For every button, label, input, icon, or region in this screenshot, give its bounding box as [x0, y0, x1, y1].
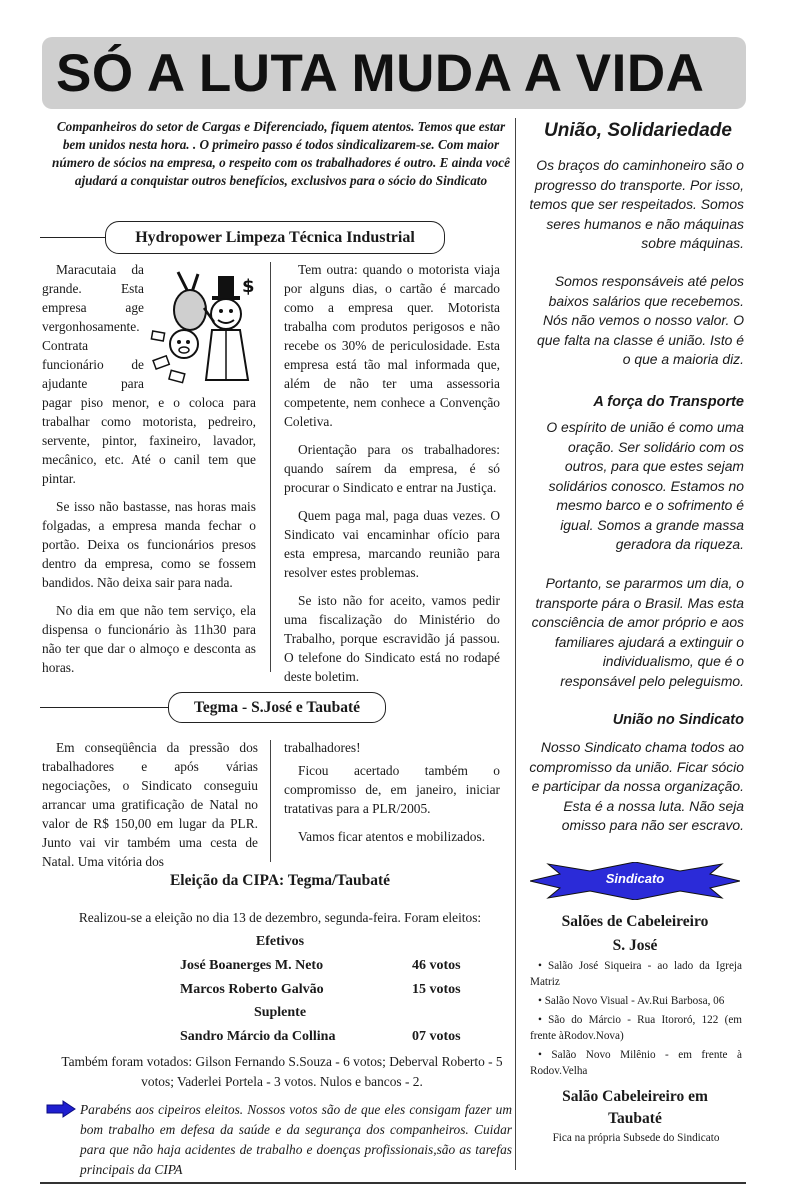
salons-subtitle: S. José	[612, 937, 658, 954]
svg-text:$: $	[242, 276, 255, 297]
section-divider	[40, 237, 106, 238]
cartoon-icon	[148, 262, 260, 392]
section-title-tegma: Tegma - S.José e Taubaté	[168, 692, 386, 723]
candidate-name: Sandro Márcio da Collina	[180, 1029, 336, 1044]
paragraph: Ficou acertado também o compromisso de, em janeiro, iniciar tratativas para a PLR/2005.	[284, 763, 500, 816]
section-divider	[40, 707, 170, 708]
paragraph: Se isso não bastasse, nas horas mais folgadas, a empresa manda fechar o portão. Deixa os funcionários presos dentro da empresa, como se fossem bandidos. Não deixa sair para nada.	[42, 499, 256, 590]
paragraph: trabalhadores!	[284, 740, 361, 755]
paragraph: No dia em que não tem serviço, ela dispensa o funcionário às 11h30 para não ter que dar o almoço e desconta as horas.	[42, 603, 256, 675]
candidate-name: Marcos Roberto Galvão	[180, 982, 324, 997]
sidebar-paragraph: Os braços do caminhoneiro são o progresso do transporte. Por isso, temos que ser respeitados. Somos seres humanos e não máquinas sobre máquinas.	[529, 157, 744, 251]
cipa-title: Eleição da CIPA: Tegma/Taubaté	[169, 872, 391, 889]
paragraph: Maracutaia da grande. Esta empresa age vergonhosamente. Contrata funcionário de ajudante para pagar piso menor, e o coloca para trabalhar como motorista, pedreiro, servente, pintor, faxineiro, lavador, mecânico, etc. Até o canil tem que pintar.	[42, 262, 256, 486]
candidate-votes: 46 votos	[412, 958, 461, 973]
section-title-hydropower: Hydropower Limpeza Técnica Industrial	[105, 221, 445, 254]
cipa-note: Parabéns aos cipeiros eleitos. Nossos votos são de que eles consigam fazer um bom trabalho em defesa da saúde e da segurança dos companheiros. Cuidar para que não haja acidentes de trabalho e doenças profissionais,são as tarefas principais da CIPA	[80, 1102, 512, 1177]
sidebar-title: União, Solidariedade	[544, 120, 732, 141]
tegma-column-right	[284, 738, 500, 855]
candidate-name: José Boanerges M. Neto	[180, 958, 324, 973]
sidebar-paragraph: Somos responsáveis até pelos baixos salários que recebemos. Nós não vemos o nosso valor. O que falta na classe é união. Isto é o que a maioria diz.	[537, 273, 744, 367]
sidebar-paragraph: Nosso Sindicato chama todos ao compromisso da união. Ficar sócio e participar da nossa organização. Esta é a nossa luta. Não seja omisso para não ser escravo.	[529, 739, 744, 833]
tegma-column-left	[42, 738, 258, 880]
headline: SÓ A LUTA MUDA A VIDA	[56, 44, 705, 103]
paragraph: Quem paga mal, paga duas vezes. O Sindicato vai encaminhar ofício para esta empresa, marcando reunião para resolver estes problemas.	[284, 508, 500, 580]
list-item: • Salão Novo Milênio - em frente à Rodov.Velha	[530, 1049, 742, 1077]
efetivos-label: Efetivos	[255, 934, 305, 949]
sidebar-heading: A força do Transporte	[593, 394, 744, 410]
sidebar-heading: União no Sindicato	[612, 712, 744, 728]
arrow-right-icon	[46, 1100, 76, 1118]
paragraph: Em conseqüência da pressão dos trabalhadores e após várias negociações, o Sindicato conseguiu arrancar uma gratificação de Natal no valor de R$ 150,00 em lugar da PLR. Junto vai vir também uma cesta de Natal. Uma vitória dos	[42, 740, 258, 869]
column-divider	[270, 740, 271, 862]
taubate-subtitle: Taubaté	[608, 1110, 662, 1127]
hydropower-column-left	[42, 260, 256, 686]
bottom-rule	[40, 1182, 746, 1184]
paragraph: Orientação para os trabalhadores: quando saírem da empresa, é só procurar o Sindicato e entrar na Justiça.	[284, 442, 500, 495]
sindicato-badge	[530, 862, 740, 900]
sidebar-divider	[515, 118, 516, 1170]
paragraph: Se isto não for aceito, vamos pedir uma fiscalização do Ministério do Trabalho, porque escravidão já passou. O telefone do Sindicato está no rodapé deste boletim.	[284, 593, 500, 684]
badge-label: Sindicato	[605, 871, 665, 886]
list-item: • Salão José Siqueira - ao lado da Igreja Matriz	[530, 960, 742, 988]
list-item: • Salão Novo Visual - Av.Rui Barbosa, 06	[538, 995, 725, 1007]
sidebar-paragraph: Portanto, se pararmos um dia, o transporte pára o Brasil. Mas esta consciência de amor próprio e aos familiares ajudará a extinguir o individualismo, que é o responsável pelo peleguismo.	[531, 575, 744, 689]
column-divider	[270, 262, 271, 672]
cipa-other-votes: Também foram votados: Gilson Fernando S.Souza - 6 votos; Deberval Roberto - 5 votos; Vaderlei Portela - 3 votos. Nulos e bancos - 2.	[61, 1054, 503, 1089]
candidate-votes: 07 votos	[412, 1029, 461, 1044]
salons-list	[530, 958, 742, 1082]
headline-banner	[42, 37, 746, 109]
hydropower-column-right	[284, 260, 500, 695]
suplente-label: Suplente	[253, 1005, 307, 1020]
cipa-intro: Realizou-se a eleição no dia 13 de dezembro, segunda-feira. Foram eleitos:	[78, 910, 482, 925]
salons-title: Salões de Cabeleireiro	[561, 913, 709, 930]
intro-text: Companheiros do setor de Cargas e Diferenciado, fiquem atentos. Temos que estar bem unidos nesta hora. . O primeiro passo é todos sindicalizarem-se. Com maior número de sócios na empresa, o respeito com os trabalhadores é outro. E ainda você ajudará a conquistar outros benefícios, exclusivos para o sócio do Sindicato	[52, 119, 510, 188]
taubate-note: Fica na própria Subsede do Sindicato	[552, 1132, 720, 1144]
sidebar-paragraph: O espírito de união é como uma oração. Ser solidário com os outros, para que estes sejam solidários conosco. Estamos no mesmo barco e o sofrimento é igual. Somos a grande massa geradora da riqueza.	[546, 419, 744, 552]
paragraph: Vamos ficar atentos e mobilizados.	[298, 829, 486, 844]
candidate-votes: 15 votos	[412, 982, 461, 997]
taubate-title: Salão Cabeleireiro em	[562, 1088, 708, 1105]
cartoon-illustration	[148, 262, 260, 392]
paragraph: Tem outra: quando o motorista viaja por alguns dias, o cartão é marcado como a empresa quer. Motorista trabalha com produtos perigosos e não recebe os 30% de periculosidade. Esta empresa está tão mal informada que, além de não ter uma assessoria competente, nem conhece a Convenção Coletiva.	[284, 262, 500, 429]
list-item: • São do Márcio - Rua Itororó, 122 (em frente àRodov.Nova)	[530, 1014, 742, 1042]
